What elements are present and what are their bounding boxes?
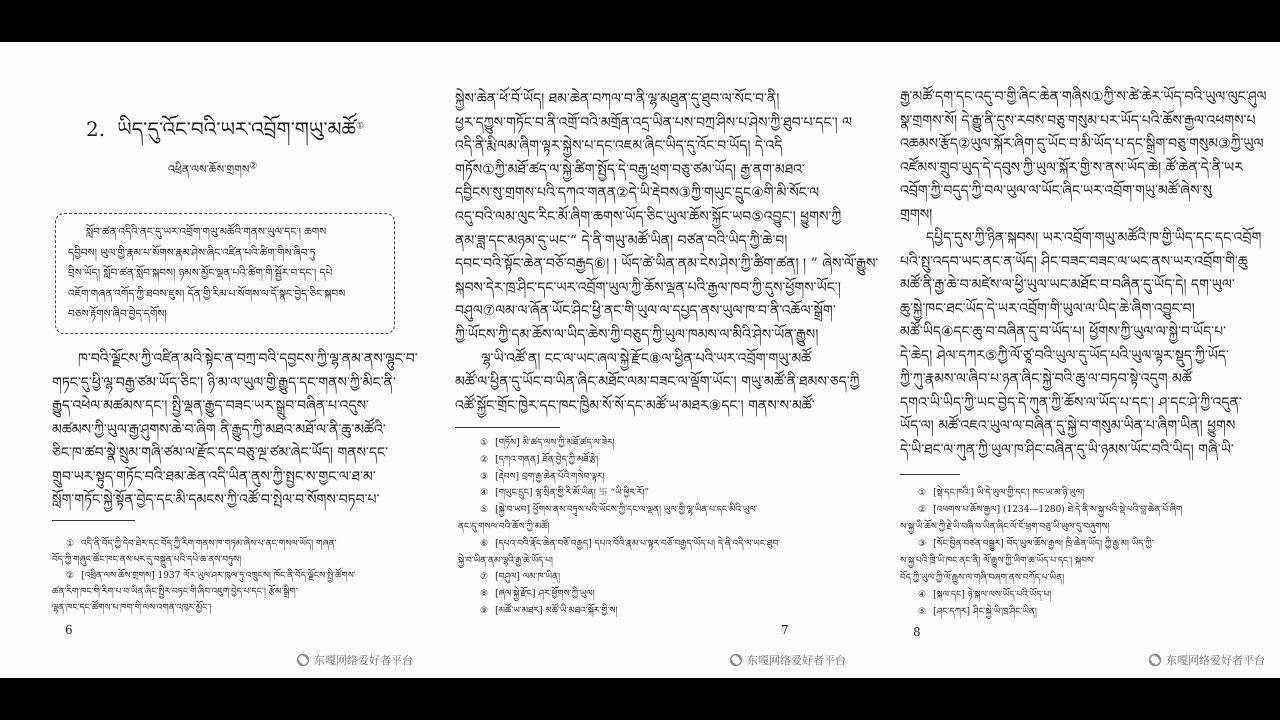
text-line: བྲིས་ཡོད། སློབ་ཚན་སློབ་སྐབས། ཉམས་མྱོང་ལྡན་པའི་ཚིག་གི་སྦྱོར་བ་དང་། དཔེ (68, 267, 333, 279)
watermark-text: 东嘎网络爱好者平台 (747, 654, 846, 667)
chapter-title: ཡིད་དུ་འོང་བའི་ཡར་འབྲོག་གཡུ་མཚོ (117, 117, 356, 141)
footnote-text: [གཡུང་དྲུང] ལྷ་སྲིན་གྱི་རི་མོ་ཡིན། 卐 “ཡི་ཕྱིར་རོ།” (495, 488, 650, 499)
watermark (1148, 652, 1268, 668)
footnote-line (52, 568, 402, 584)
footnote-text: བོད་ཀྱི་གཞུང་ཚོང་ཁང་ནས་པར་དུ་བསྐྲུན་པའི་དཔེ་ཆ་ནས་བཏུས། (52, 555, 242, 565)
footnote-text: ས་སྐྱ་ཡི་ཆོས་ཀྱི་རྗེ་ཡི་བཞི་བ་ཡིན་ཞིང་ལོ་ངོ་ཕྲག་བཅུ་ཡི་ཡུལ་དུ་བཞུགས། (900, 522, 1110, 532)
footnote-line (52, 584, 402, 600)
footnote-text: [བཤུལ] ལམ་ཁ་ཡིན། (495, 572, 561, 583)
text-line: དེ་ཆེད། ཤེལ་དཀར⑤ཀྱི་ལོ་ཙཱ་བའི་ཡུལ་དུ་ཡོད་པའི་ཡུལ་ལྟར་སྡུད་ཀྱི་ཡོད་ (900, 347, 1229, 364)
footnote-line (458, 569, 813, 586)
author-name: འཕྲིན་ལས་ཆོས་གྲགས (168, 163, 250, 176)
footnote-mark: ⑥ (480, 538, 489, 549)
footnote-line (458, 485, 813, 502)
footnote-mark: ② (918, 505, 927, 515)
footnote-mark: ② (480, 454, 489, 465)
footnote-line (900, 570, 1247, 587)
footnote-text: [འཕྲིན་ལས་ཆོས་གྲགས] 1937 ལོར་ཡུལ་ཤར་ཁུལ་ཏུ་འཁྲུངས། ཁོང་ནི་བོད་ལྗོངས་སྤྱི་ཚོགས་ (81, 571, 356, 581)
footnote-text: [སྡེ་དང་ཁའི་] ཡི་དེ་ཡུལ་གྱི་དང་། ཁང་ཡ་མ་ཉི་ཡུལ། (933, 488, 1085, 498)
page-7-footnotes (458, 435, 813, 620)
footnote-separator (52, 520, 135, 521)
footnote-line (52, 536, 402, 552)
swirl-logo-icon (1148, 653, 1162, 667)
text-line: ཁ་བའི་ལྗོངས་ཀྱི་འཛིན་མའི་སྟེང་ན་བཀྲ་བའི་དབྱངས་ཀྱི་ལྷ་ནམ་ནས་ལྷུང་བ་ (78, 351, 418, 367)
page-number: 6 (65, 623, 73, 637)
footnote-line (52, 600, 402, 616)
footnote-mark: ⑤ (480, 505, 489, 516)
footnote (458, 435, 813, 452)
footnote-line (458, 452, 813, 469)
footnote (458, 536, 813, 570)
text-line: འཚོ་སྐྱོང་གྲོང་ཁྱེར་དང་ཁང་ཁྱིམ་སོ་སོ་དང་མཚོ་ཡ་མཐར⑨དང་། གནས་ས་མཚོ་ (455, 397, 815, 414)
text-line: བཅས་རྟོགས་ཞིབ་བྱེད་དགོས། (68, 308, 167, 320)
footnote-mark: ④ (480, 488, 489, 499)
swirl-logo-icon (296, 653, 310, 667)
text-line: དབྱིངས་སུ་གྲགས་པའི་དཀའ་གནན②དེ་ཡི་རྡེབས③ཀྱི་གཡུང་དྲུང④གི་མི་སོང་ལ (455, 185, 820, 202)
footnote-line (458, 536, 813, 553)
text-line: འཆམས་རྩོད②ཡུལ་སྐོར་ཞིག་དུ་ཡོང་བ་མི་ཡོད་པ་དང་སྒྲིག་བཅུ་གསུམ③ཀྱི་ཡུལ (900, 136, 1264, 152)
text-line: སྣ་གྲགས་སོ། དེ་རྒྱུ་ནི་དུས་རབས་བཅུ་གསུམ་པར་ཡོད་པའི་ཆོས་རྒྱལ་འཕགས་པ (900, 112, 1256, 129)
footnote-text: [ཞལ་སྐྱེ་རྫོང] ཤར་ཕྱོགས་ཀྱི་ཡུལ། (495, 589, 595, 600)
footnote-line (900, 536, 1247, 553)
footnote-text: [འཕགས་པ་ཆོས་རྒྱལ] (1234—1280) ཐེ་དེ་ནི་ས་སྐྱ་པའི་སྡེ་པའི་བླ་ཆེན་པོ་ཞིག (933, 505, 1183, 515)
text-line: གྲགས། (900, 206, 933, 223)
footnote-text: ལྷན་ཁང་དང་ཚོགས་པ་ཁག་གི་ལས་འགན་འཁུར་མྱོང་། (52, 603, 212, 613)
text-line: སྐྱེས་ཆེན་ཕོ་བོ་ཡོད། ཐམ་ཆེན་བཀལ་བ་ནི་ལྷ་མཐུན་དུ་ཐུབ་ལ་སོང་བ་ནི། (455, 91, 780, 107)
chapter-heading (86, 112, 386, 146)
text-line: ཅིང་ཁ་ཚབ་སྣེ་སྲུམ་གཞི་ཙམ་ལ་རྫོང་དང་བཅུ་ལྔ་ཙམ་ཞེང་ཡོད། གནས་དང་ (52, 445, 389, 461)
paragraph (52, 348, 418, 513)
footnote-text: [སྐལ་དང] ཉེ་སྐལ་ལས་ཡོད་པའི་ཡོད་པ། (933, 590, 1052, 600)
text-line: གྲུབ་ཡར་སྟུད་གཏོང་བའི་ཐམ་ཆེན་འདི་ཡིན་ནུས་ཀྱི་སྤྱང་ས་གྱང་ལ་ཐ་མ་ (52, 468, 376, 485)
footnote-mark: ③ (918, 539, 927, 549)
footnote (900, 502, 1247, 536)
paragraph (900, 227, 1262, 462)
text-line: འདུ་བའི་ལམ་ལུང་རིང་མོ་ཞིག་ཆགས་ཡོད་ཅིང་ཡུལ་ཆོས་སྐྱོང་ཡབ⑤འབྱུང་། ཕྱུགས་ཀྱི (455, 208, 842, 225)
footnote-mark: ① (480, 438, 489, 448)
footnote-text: [དཔའ་བའི་རྣོང་ཆེན་བཅོ་བརྒྱད] དཔའ་བོའི་རྣམ་པ་ལྟར་བཅོ་བརྒྱད་ཡོད་པ། དེ་ནི་འདི་ལ་ཡང་ཐུབ་ (495, 538, 780, 549)
footnote-text: འདི་ནི་བོད་ཀྱི་དེབ་ཐེར་དང་བོད་ཀྱི་རིག་གནས་ཁ་གཏམ་ཞེས་པ་ནང་གསལ་ཡོད། གཞན་ (81, 539, 337, 549)
footnote-separator (900, 474, 960, 475)
text-line: ཕྱར་དཀྱུས་གཏོང་བ་ནི་འགྲོ་བའི་མགྲོན་འདྲ་ཡིན་པས་བཀྲ་ཤིས་པ་ཤེས་ཀྱི་ཐུབ་པ་དང་། ལ (455, 114, 852, 131)
lesson-intro-box (55, 213, 395, 334)
footnote-text: [མཚོ་ཡ་མཐར] མཚོ་ཡི་མཐའ་སྐོར་གྱི་ས། (495, 605, 618, 616)
chapter-title-note-mark: ① (355, 121, 364, 132)
footnote (900, 587, 1247, 604)
watermark-text: 东嘎网络爱好者平台 (314, 654, 413, 667)
paragraph (455, 88, 879, 348)
footnote-line (458, 553, 813, 570)
paragraph (900, 86, 1267, 227)
footnote-text: [རྡེབས] བྲག་རྒྱ་ཆེན་པོའི་གསེབ་ལྟར། (495, 471, 605, 482)
footnote-line (52, 552, 402, 568)
footnote (458, 586, 813, 603)
author-line (168, 160, 298, 180)
text-line: བཤུལ⑦ལམ་ལ་ཞོན་ཡོང་ཤིང་ཕྱི་ནང་གི་ཡུལ་ལ་དཔྱད་ནས་ཡུལ་ཁ་བ་ནི་འཆོལ་སྒྲོག་ (455, 303, 836, 320)
footnote-mark: ⑧ (480, 589, 489, 600)
footnote (458, 603, 813, 620)
footnote-mark: ① (918, 488, 927, 498)
text-line: དབྱིབས། ཡུལ་གྱི་རྣམ་པ་སོགས་རྣམ་ཤེས་ཞིང་འཛིན་པའི་ཚིག་གིས་ཞིབ་ཏུ (68, 246, 316, 259)
page-8-body (900, 86, 1267, 462)
footnote-line (900, 502, 1247, 519)
footnote-text: ཚན་རིག་ཁང་གི་རིག་པ་བ་ཡིན་ཞིང་སྤྱིར་བཏང་གི་ཞིབ་འཇུག་བྱེད་པ་དང་། རྩོམ་སྒྲིག་ (52, 587, 298, 597)
text-line: འབྲོག་ཀྱི་བདུད་ཀྱི་བལ་ཡུལ་ལ་ཡོང་ཞིང་ཡར་འབྲོག་གཡུ་མཚོ་ཞེས་སུ (900, 183, 1212, 199)
text-line: པའི་སྤུ་འདབ་ཡང་ནང་ན་ཡོད། ཤིང་བཟང་བཟང་ལ་ཡང་ནས་ཡར་འབྲོག་གི་ཆུ (900, 253, 1248, 270)
footnote-text: [གཏོས] མི་ཚད་ལས་ཀྱི་མཐོ་ཚད་ལ་ཟེར། (495, 438, 615, 448)
footnote-mark: ⑤ (918, 607, 927, 617)
text-line: འདི་ནི་རྨི་ལམ་ཞིག་ལྟར་སྐྱེས་པ་དང་འཇམ་ཞིང་ཡིད་དུ་འོང་བ་ཡོད། དེ་འདི (455, 138, 783, 155)
paragraph (455, 348, 860, 419)
text-line: རྒྱ་མཚོ་དག་དང་འདུ་བ་གྱི་ཞིང་ཆེན་གཞིས①ཀྱི་ས་ཚེ་ཆེར་ཡོད་བའི་ཡུལ་ལུང་ཤུལ (900, 89, 1267, 105)
footnote (900, 536, 1247, 587)
footnote-mark: ② (66, 571, 75, 581)
footnote-mark: ③ (480, 471, 489, 482)
text-line: གཏོས①ཀྱི་མཐོ་ཚད་ལ་སྐྱེ་ཚིག་སྤྱོད་དེ་བརྒྱ་ཕྲག་བཅུ་ཙམ་ཡོད། རྒྱ་ནག་མཐའ་ (455, 161, 805, 178)
footnote-mark: ④ (918, 590, 927, 600)
footnote-mark: ① (66, 539, 75, 549)
text-line: མཚོ་ཡིད④དང་ཆུ་བ་བཞིན་དུ་བ་ཡོད་པ། ཕྱོགས་ཀྱི་ཡུལ་ལ་སྐྱེ་བ་ཡོད་པ་ (900, 324, 1227, 340)
footnote (458, 569, 813, 586)
text-line: དགའ་ཡི་ཡིད་ཀྱི་ཡང་བྱེད་དེ་ཀུན་ཀྱི་ཆོས་ལ་ཡོད་པ་དང་། ཤ་དང་ཤེ་ཀྱི་འདུན་ (900, 394, 1242, 411)
footnote-line (458, 502, 813, 519)
text-line: དཔྱིད་དུས་ཀྱི་ཉིན་སྐབས། ཡར་འབྲོག་གཡུ་མཚོའི་ཁ་གྱི་ཡིད་དང་དང་འབྲོག (926, 230, 1262, 246)
page-6-footnotes (52, 536, 402, 616)
footnote-line (458, 469, 813, 486)
footnote-line (900, 519, 1247, 536)
footnote-text: [ཤང་དཀར] ཤིང་སྐྱེ་ཡི་ཁྲ་ཤིང་ཡིན། (933, 607, 1037, 617)
footnote (458, 469, 813, 486)
text-line: འཇོག་གཞན་འགོད་ཀྱི་ཐབས་ཇུས། དོན་གྱི་རིམ་པ་སོགས་ལ་དོ་སྣང་བྱེད་ཅིང་སྐབས (68, 287, 346, 300)
swirl-logo-icon (729, 653, 743, 667)
footnote (458, 485, 813, 502)
chapter-number: 2. (86, 117, 106, 141)
footnote (458, 452, 813, 469)
scanned-book-pages (0, 42, 1280, 678)
footnote (900, 604, 1247, 621)
text-line: ཀྱི་ཀུ་རྣམས་ལ་ཞིབ་པ་ཉན་ཞིང་སྐྱེ་བའི་ཆུ་ལ་བཏབ་སྟེ་འདུག མཚོ (900, 371, 1192, 387)
text-line: དེ་ཡི་ཐང་ལ་ཀུན་ཀྱི་ཡུལ་ཁ་ཤིང་བཞིན་དུ་ཡི་ཉམས་ཡོང་བའི་ཡིད། གཞི་ཡི་ (900, 441, 1234, 458)
page-number: 7 (781, 623, 789, 637)
text-line: མཚམས་ཀྱི་ཡུལ་རྒྱ་ཤུགས་ཆེ་བ་ཞིག ནི་རྒྱུད་ཀྱི་མཐའ་མཐོ་ལ་ནི་ཆུ་མཚོའི་ (52, 421, 386, 438)
text-line: ཀྱི་ཡོངས་ཀྱི་དམ་ཆོས་ལ་ཡིད་ཆེས་ཀྱི་བཅུད་ཀྱི་ཡུལ་ཁམས་ལ་མིའི་ཤེས་ཡོན་རྒྱུས། (455, 326, 819, 343)
watermark (296, 652, 416, 668)
text-line: སློག་གཏོང་སྐྱེ་སྟོན་བྱེད་དང་མི་དམངས་ཀྱི་འཚོ་བ་སྤེལ་བ་སོགས་བཏབ་པ་ (52, 492, 380, 508)
footnote-text: [སོང་བྱིན་བཙན་བསྒྱུར] བོད་ཡུལ་ཆོས་རྒྱལ། ཁྲི་ཆེན་ཡོད། ཀྱི་རྒྱ་མ། ཡིད་ཀྱི་ (933, 539, 1154, 549)
footnote-text: [དཀའ་གནན] ཐོན་བྱེད་ཀྱི་མཐོ་རྩེ། (495, 454, 599, 465)
footnote-line (458, 586, 813, 603)
page-8-footnotes (900, 485, 1247, 621)
text-line: གཏང་དུ་ཕྱི་ལྷ་བརྒྱ་ཙམ་ཡོད་ཅིང་། ཉི་མ་ལ་ཡུལ་གྱི་རྒྱུད་དང་གནས་ཀྱི་མིང་ནི་ (52, 374, 396, 391)
text-line: སློབ་ཚན་འདིའི་ནང་དུ་ཡར་འབྲོག་གཡུ་མཚོའི་གནས་ཡུལ་དང་། ཆགས (86, 226, 327, 238)
text-line: ནམ་ཟླ་དང་མཉམ་དུ་ཡང་“ དེ་ནི་གཡུ་མཚོ་ཡིན། བཙན་བའི་ཡིད་ཀྱི་ཆེ་བ། (455, 232, 788, 249)
footnote-text: བོད་ཀྱི་ཡུལ་ཀྱི་ལོ་རྒྱུས་ལ་གཞི་བཞག་ནས་བཀོད་པ་ཡིན། (900, 573, 1065, 583)
text-line: འཛོམས་གྲུབ་ཡུད་དེ་དབུས་ཀྱི་ཡུལ་སྐོར་གྱི་ས་ནས་ཡོད་ཆེ། ཚོ་ཆེན་དེ་ནི་ཡར (900, 159, 1243, 176)
footnote-mark: ⑨ (480, 605, 489, 616)
footnote-line (458, 603, 813, 620)
footnote-mark: ⑦ (480, 572, 489, 583)
text-line: དབང་བའི་སྟོང་ཆེན་བཅོ་བརྒྱད⑥། ། ཡོད་ཚེ་ཡིན་ནམ་ངེས་ཤེས་ཀྱི་ཚིག་ཚན། ། ” ཞེས་ལོ་རྒྱུས་ (455, 256, 879, 273)
footnote-line (900, 587, 1247, 604)
text-line: སྐབས་དེར་ཁྲ་ཤིང་དང་ཡར་འབྲོག་ཡུལ་ཀྱི་ཆོས་ལྡན་པའི་རྒྱལ་ཁབ་ཀྱི་དུས་ཕྱོགས་ཡོང་། (455, 279, 841, 296)
footnote (458, 502, 813, 536)
text-line: རྒྱུད་འཕེལ་མཚམས་དང་། སྤྱི་ལྡན་རྒྱུད་བཟང་ཡར་སྒྲུབ་བཞིན་པ་འདུས་ (52, 398, 369, 414)
text-line: མཚོ་ནི་རྒྱ་ཆེ་བ་མཛེས་ལ་ཕྱི་ཡུལ་ཡང་མཐོང་བ་བཞིན་དུ་ཡོད་དེ། དག་ཡུལ་ (900, 277, 1235, 293)
watermark (729, 652, 849, 668)
footnote (52, 568, 402, 616)
footnote-line (458, 519, 813, 536)
footnote (52, 536, 402, 568)
footnote-line (458, 435, 813, 452)
footnote-separator (455, 427, 560, 428)
text-line: ཡོད་ལ། མཚོ་འཇའ་ཡུལ་ལ་བཞིན་དུ་སྐྱེ་བ་གསུམ་ཡིན་པ་ཞིག་ཡིན། ཕྱུགས (900, 418, 1236, 434)
page-number: 8 (913, 625, 921, 639)
text-line: ལྷ་ཡི་འཚོ་ན། ངང་ལ་ཡང་ཞལ་སྐྱེ་རྫོང⑧ལ་ཕྱིན་པའི་ཡར་འབྲོག་གཡུ་མཚོ (481, 350, 812, 367)
text-line: ཆུ་སྐྱེ་ཁང་ཐང་ཡོད་དེ་ཡར་འབྲོག་གི་ཡུལ་ལ་ཡིད་ཆེ་ཞིག་འབྱུང་བ། (900, 300, 1195, 317)
watermark-text: 东嘎网络爱好者平台 (1166, 654, 1265, 667)
author-note-mark: ② (249, 161, 258, 172)
footnote-line (900, 604, 1247, 621)
footnote-line (900, 485, 1247, 502)
footnote-text: ས་སྐྱ་པའི་ཁྲི་ཡི་ཁང་ནང་ནི། ལོ་རྒྱུས་ཀྱི་ཡིག་ཆ་ཡོད་པ་དང་། སྐབས་ (900, 556, 1095, 566)
footnote-text: [སྐྱེ་བ་ཡབ] ཕྱོགས་ནས་བཏུས་པའི་ཡོངས་ཀྱི་དང་ལ་ལྡན། ཡུལ་གྱི་ལྷ་ཡིན་པ་དང་མིའི་ཡུལ་ (495, 505, 758, 516)
footnote-line (900, 553, 1247, 570)
footnote (900, 485, 1247, 502)
page-7-body (455, 88, 879, 418)
footnote-text: སྐྱེ་བ་ཡིན་ནམ་ལྷའི་རྒྱ་ཆེ་ཡོད་པ། (458, 555, 553, 566)
text-line: མཚོ་ལ་ཕྱིན་དུ་ཡོང་བ་ཡིན་ཞིང་མཐོང་ལམ་བཟང་ལ་ལྡོག་ཡོང་། གཡུ་མཚོ་ནི་ཐམས་ཅད་ཀྱི (455, 374, 860, 391)
footnote-text: ནང་དུ་གསལ་བའི་ཆོས་ཀྱི་མཚོ། (458, 521, 550, 532)
page-6-body (52, 348, 418, 513)
